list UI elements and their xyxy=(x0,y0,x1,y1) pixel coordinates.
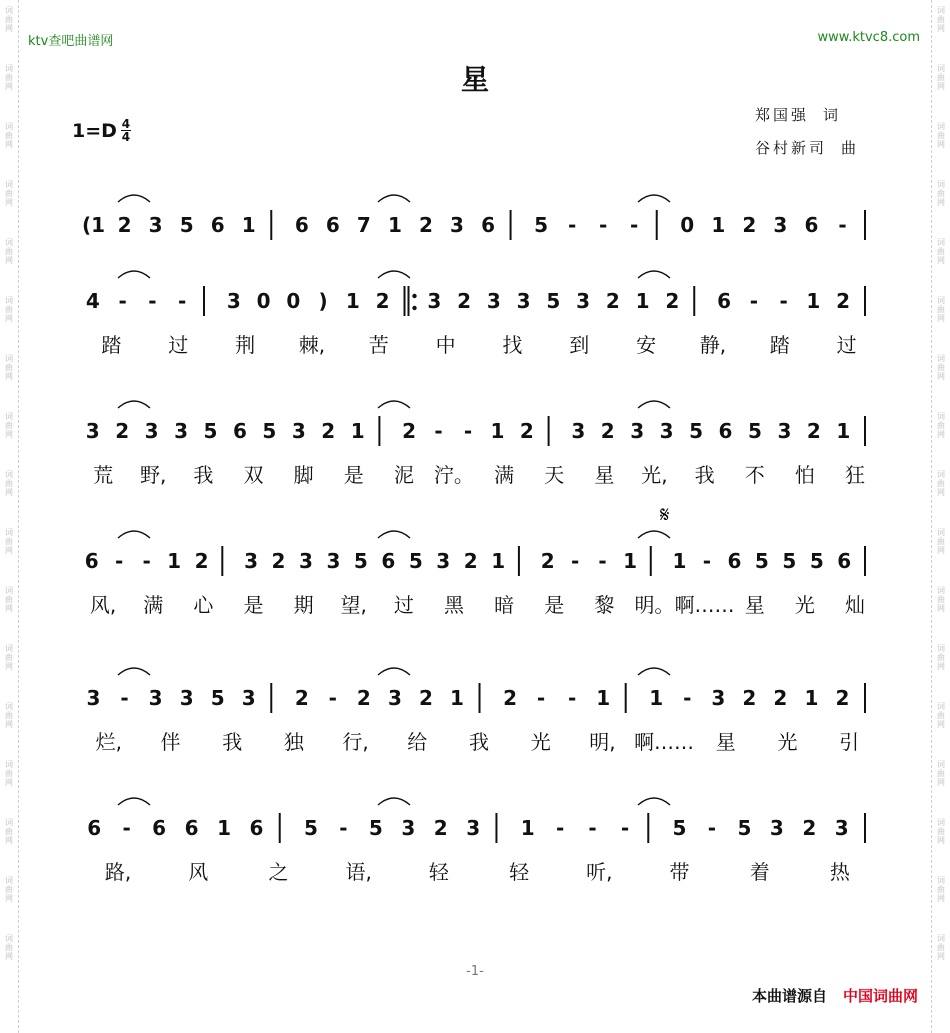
site-url-header[interactable]: www.ktvc8.com xyxy=(817,30,920,45)
note: 1 xyxy=(520,816,535,840)
side-watermark: 词曲网 xyxy=(4,412,14,439)
note: 2 xyxy=(433,816,448,840)
note: 3 xyxy=(427,289,442,313)
note: 3 xyxy=(711,686,726,710)
note: 2 xyxy=(773,686,788,710)
lyric: 心 xyxy=(193,593,214,617)
note: 6 xyxy=(232,419,247,443)
slur xyxy=(378,798,410,805)
site-name-header[interactable]: ktv查吧曲谱网 xyxy=(28,34,114,49)
note: 6 xyxy=(481,213,496,237)
note: 1 xyxy=(217,816,232,840)
note: - xyxy=(120,686,129,710)
note: 2 xyxy=(418,686,433,710)
note: 3 xyxy=(244,549,258,573)
slur xyxy=(638,668,670,675)
note: 3 xyxy=(85,419,100,443)
lyric: 安 xyxy=(636,333,657,357)
note: 2 xyxy=(271,549,286,573)
note: 6 xyxy=(325,213,340,237)
lyric: 啊…… xyxy=(674,593,735,617)
side-watermark: 词曲网 xyxy=(4,702,14,729)
note: - xyxy=(567,213,577,237)
note: - xyxy=(177,289,187,313)
lyric: 带 xyxy=(669,860,690,884)
lyric: 野, xyxy=(140,463,167,487)
note: 2 xyxy=(294,686,309,710)
note: 3 xyxy=(226,289,241,313)
note: 3 xyxy=(630,419,645,443)
note: 6 xyxy=(837,549,852,573)
side-watermark: 词曲网 xyxy=(4,934,14,961)
lyric: 星 xyxy=(715,730,736,754)
side-watermark: 词曲网 xyxy=(4,528,14,555)
lyric: 双 xyxy=(243,463,264,487)
lyric: 风 xyxy=(188,860,209,884)
lyric: 是 xyxy=(243,593,264,617)
note: 5 xyxy=(737,816,752,840)
lyric: 脚 xyxy=(293,463,314,487)
note: 5 xyxy=(203,419,218,443)
lyric: 踏 xyxy=(769,333,790,357)
lyric: 踏 xyxy=(101,333,122,357)
note: 2 xyxy=(835,686,850,710)
note: 2 xyxy=(115,419,130,443)
note: 2 xyxy=(321,419,336,443)
note: 1 xyxy=(635,289,650,313)
note: - xyxy=(683,686,692,710)
side-watermark: 词曲网 xyxy=(4,876,14,903)
note: 2 xyxy=(742,213,757,237)
lyric: 苦 xyxy=(368,333,389,357)
note: 3 xyxy=(241,686,256,710)
note: 6 xyxy=(727,549,742,573)
lyric: 棘, xyxy=(298,333,326,357)
note: 5 xyxy=(368,816,383,840)
lyric: 暗 xyxy=(494,593,515,617)
lyric: 不 xyxy=(744,463,765,487)
note: - xyxy=(570,549,580,573)
note: - xyxy=(328,686,337,710)
lyric: 狂 xyxy=(844,463,865,487)
note: 3 xyxy=(148,686,163,710)
note: 1 xyxy=(623,549,637,573)
slur xyxy=(378,401,410,408)
note: 2 xyxy=(194,549,209,573)
note: 6 xyxy=(210,213,225,237)
note: - xyxy=(463,419,473,443)
side-watermark: 词曲网 xyxy=(4,122,14,149)
note: 2 xyxy=(375,289,390,313)
note: 3 xyxy=(773,213,788,237)
song-title: 星 xyxy=(460,63,489,96)
lyric: 找 xyxy=(502,333,523,357)
segno-mark: 𝄋 xyxy=(660,503,670,528)
note: 2 xyxy=(665,289,680,313)
note: 2 xyxy=(457,289,472,313)
lyric: 伴 xyxy=(160,730,181,754)
note: 2 xyxy=(806,419,821,443)
note: - xyxy=(702,549,712,573)
note: 0 xyxy=(286,289,301,313)
note: 3 xyxy=(326,549,341,573)
note: 2 xyxy=(600,419,615,443)
side-watermark: 词曲网 xyxy=(936,412,946,439)
note: 3 xyxy=(179,686,194,710)
note: 6 xyxy=(184,816,199,840)
lyric: 独 xyxy=(283,730,304,754)
note: 6 xyxy=(152,816,167,840)
slur xyxy=(378,531,410,538)
lyric: 过 xyxy=(836,333,857,357)
note: - xyxy=(122,816,131,840)
slur xyxy=(118,531,150,538)
lyric: 引 xyxy=(839,730,860,754)
note: 1 xyxy=(711,213,726,237)
lyric: 烂, xyxy=(95,730,123,754)
note: 6 xyxy=(804,213,819,237)
note: 2 xyxy=(836,289,851,313)
key-label: 1=D xyxy=(72,119,117,142)
lyric: 行, xyxy=(342,730,369,754)
note: 3 xyxy=(834,816,849,840)
lyricist-name: 郑国强 xyxy=(755,106,810,124)
side-watermark: 词曲网 xyxy=(936,934,946,961)
composer-role: 曲 xyxy=(841,139,860,157)
lyric: 明。 xyxy=(634,593,675,617)
slur xyxy=(118,798,150,805)
note: - xyxy=(707,816,717,840)
side-watermark: 词曲网 xyxy=(936,818,946,845)
note: 3 xyxy=(466,816,481,840)
note: - xyxy=(749,289,759,313)
side-watermark: 词曲网 xyxy=(936,354,946,381)
note: - xyxy=(588,816,597,840)
note: 6 xyxy=(717,289,732,313)
lyric: 我 xyxy=(193,463,214,487)
side-watermark: 词曲网 xyxy=(936,586,946,613)
note: - xyxy=(599,213,608,237)
source-credit xyxy=(752,985,918,1006)
note: 2 xyxy=(802,816,817,840)
lyric: 满 xyxy=(143,593,164,617)
lyric: 期 xyxy=(293,593,314,617)
note: 3 xyxy=(291,419,306,443)
side-watermark: 词曲网 xyxy=(4,180,14,207)
lyric: 到 xyxy=(569,333,590,357)
lyric: 明, xyxy=(589,730,616,754)
lyric: 静, xyxy=(699,333,727,357)
note: 1 xyxy=(450,686,464,710)
note: 5 xyxy=(353,549,368,573)
note: 2 xyxy=(356,686,371,710)
note: - xyxy=(620,816,630,840)
note: 1 xyxy=(350,419,365,443)
note: 2 xyxy=(540,549,555,573)
lyricist-role: 词 xyxy=(823,106,842,124)
lyric: 过 xyxy=(393,593,414,617)
slur xyxy=(638,531,670,538)
lyric: 着 xyxy=(749,860,770,884)
note: 3 xyxy=(486,289,501,313)
lyric: 是 xyxy=(343,463,364,487)
page-number: -1- xyxy=(466,964,484,979)
slur xyxy=(638,195,670,202)
lyric: 灿 xyxy=(844,593,865,617)
note: 2 xyxy=(402,419,417,443)
note: 6 xyxy=(718,419,733,443)
slur xyxy=(118,401,150,408)
side-watermark: 词曲网 xyxy=(936,6,946,33)
side-watermark: 词曲网 xyxy=(4,296,14,323)
lyric: 荒 xyxy=(93,463,114,487)
note: 5 xyxy=(689,419,704,443)
note: 5 xyxy=(408,549,423,573)
source-site-link[interactable]: 中国词曲网 xyxy=(842,987,918,1005)
note: 3 xyxy=(148,213,163,237)
note: 0 xyxy=(256,289,271,313)
note: 3 xyxy=(387,686,402,710)
side-watermark: 词曲网 xyxy=(936,876,946,903)
note: 5 xyxy=(672,816,687,840)
side-watermark: 词曲网 xyxy=(936,528,946,555)
note: 3 xyxy=(450,213,464,237)
note: 1 xyxy=(806,289,821,313)
note: 1 xyxy=(491,549,506,573)
note: (1 xyxy=(81,213,106,237)
note: 6 xyxy=(294,213,309,237)
lyric: 过 xyxy=(168,333,189,357)
note: - xyxy=(567,686,577,710)
note: 1 xyxy=(836,419,851,443)
slur xyxy=(638,798,670,805)
side-watermark: 词曲网 xyxy=(4,354,14,381)
side-watermark: 词曲网 xyxy=(4,470,14,497)
note: 2 xyxy=(463,549,478,573)
note: 5 xyxy=(210,686,225,710)
note: 3 xyxy=(144,419,159,443)
note: 5 xyxy=(262,419,277,443)
note: - xyxy=(142,549,151,573)
note: 1 xyxy=(596,686,611,710)
lyric: 泥 xyxy=(393,463,414,487)
note: ) xyxy=(318,289,328,313)
note: 2 xyxy=(503,686,518,710)
lyric: 泞。 xyxy=(433,463,474,487)
note: 0 xyxy=(680,213,695,237)
lyric: 轻 xyxy=(428,860,449,884)
note: - xyxy=(838,213,847,237)
note: 1 xyxy=(672,549,687,573)
side-watermark: 词曲网 xyxy=(936,296,946,323)
side-watermark: 词曲网 xyxy=(4,818,14,845)
side-watermark: 词曲网 xyxy=(936,122,946,149)
side-watermark: 词曲网 xyxy=(936,702,946,729)
note: 6 xyxy=(249,816,264,840)
time-signature-numerator: 4 xyxy=(121,117,131,131)
side-watermark: 词曲网 xyxy=(4,644,14,671)
note: - xyxy=(536,686,546,710)
note: 3 xyxy=(174,419,189,443)
lyric: 风, xyxy=(89,593,117,617)
composer-name: 谷村新司 xyxy=(755,139,828,157)
note: 5 xyxy=(747,419,762,443)
note: 5 xyxy=(534,213,549,237)
note: 2 xyxy=(117,213,132,237)
note: 5 xyxy=(782,549,797,573)
lyric: 望, xyxy=(340,593,367,617)
lyric: 之 xyxy=(268,860,289,884)
note: 3 xyxy=(86,686,101,710)
note: - xyxy=(630,213,639,237)
note: 3 xyxy=(777,419,792,443)
side-watermark: 词曲网 xyxy=(4,64,14,91)
note: - xyxy=(148,289,157,313)
note: 5 xyxy=(303,816,318,840)
note: 1 xyxy=(387,213,402,237)
side-watermark: 词曲网 xyxy=(936,180,946,207)
side-watermark: 词曲网 xyxy=(936,760,946,787)
lyric: 给 xyxy=(407,730,428,754)
time-signature-denominator: 4 xyxy=(121,130,131,144)
note: - xyxy=(434,419,443,443)
note: - xyxy=(115,549,124,573)
repeat-dot xyxy=(412,294,416,298)
note: 1 xyxy=(167,549,182,573)
lyric: 我 xyxy=(694,463,715,487)
side-watermark: 词曲网 xyxy=(4,238,14,265)
note: 1 xyxy=(649,686,664,710)
note: 6 xyxy=(87,816,102,840)
note: 5 xyxy=(546,289,561,313)
note: 5 xyxy=(179,213,194,237)
note: 3 xyxy=(769,816,784,840)
repeat-dot xyxy=(412,306,416,310)
slur xyxy=(638,271,670,278)
note: - xyxy=(339,816,348,840)
note: 4 xyxy=(85,289,100,313)
side-watermark: 词曲网 xyxy=(4,586,14,613)
side-watermark: 词曲网 xyxy=(936,644,946,671)
lyric: 听, xyxy=(586,860,613,884)
note: 1 xyxy=(345,289,360,313)
note: - xyxy=(555,816,565,840)
lyric: 路, xyxy=(104,860,132,884)
note: 3 xyxy=(436,549,451,573)
lyric: 光 xyxy=(794,593,815,617)
lyric: 黑 xyxy=(443,593,464,617)
note: 5 xyxy=(809,549,824,573)
lyric: 黎 xyxy=(594,593,615,617)
lyric: 光 xyxy=(530,730,551,754)
lyric: 荆 xyxy=(235,333,256,357)
note: - xyxy=(598,549,607,573)
note: - xyxy=(779,289,788,313)
note: 2 xyxy=(605,289,620,313)
slur xyxy=(118,271,150,278)
lyric: 中 xyxy=(435,333,456,357)
lyric: 星 xyxy=(594,463,615,487)
note: 3 xyxy=(299,549,313,573)
note: 2 xyxy=(418,213,433,237)
lyric: 怕 xyxy=(794,463,815,487)
note: 6 xyxy=(84,549,99,573)
slur xyxy=(378,668,410,675)
side-watermark: 词曲网 xyxy=(4,760,14,787)
side-watermark: 词曲网 xyxy=(936,64,946,91)
note: 2 xyxy=(519,419,534,443)
note: 7 xyxy=(356,213,371,237)
side-watermark: 词曲网 xyxy=(4,6,14,33)
note: 1 xyxy=(490,419,505,443)
lyric: 语, xyxy=(345,860,372,884)
slur xyxy=(118,195,150,202)
lyric: 我 xyxy=(469,730,489,754)
note: 1 xyxy=(804,686,819,710)
note: 3 xyxy=(576,289,591,313)
note: 2 xyxy=(742,686,757,710)
note: 6 xyxy=(381,549,396,573)
note: 3 xyxy=(516,289,531,313)
note: 3 xyxy=(659,419,674,443)
side-watermark: 词曲网 xyxy=(936,470,946,497)
note: 3 xyxy=(571,419,586,443)
slur xyxy=(638,401,670,408)
lyric: 轻 xyxy=(509,860,530,884)
lyric: 啊…… xyxy=(634,730,695,754)
lyric: 光 xyxy=(777,730,798,754)
slur xyxy=(378,271,410,278)
side-watermark: 词曲网 xyxy=(936,238,946,265)
lyric: 光, xyxy=(641,463,668,487)
slur xyxy=(118,668,150,675)
slur xyxy=(378,195,410,202)
lyric: 热 xyxy=(829,860,850,884)
note: 1 xyxy=(241,213,256,237)
lyric: 我 xyxy=(222,730,243,754)
lyric: 是 xyxy=(544,593,565,617)
note: 3 xyxy=(401,816,416,840)
lyric: 天 xyxy=(544,463,565,487)
note: - xyxy=(118,289,127,313)
lyric: 满 xyxy=(494,463,515,487)
note: 5 xyxy=(754,549,769,573)
lyric: 星 xyxy=(744,593,765,617)
source-label: 本曲谱源自 xyxy=(751,987,827,1005)
